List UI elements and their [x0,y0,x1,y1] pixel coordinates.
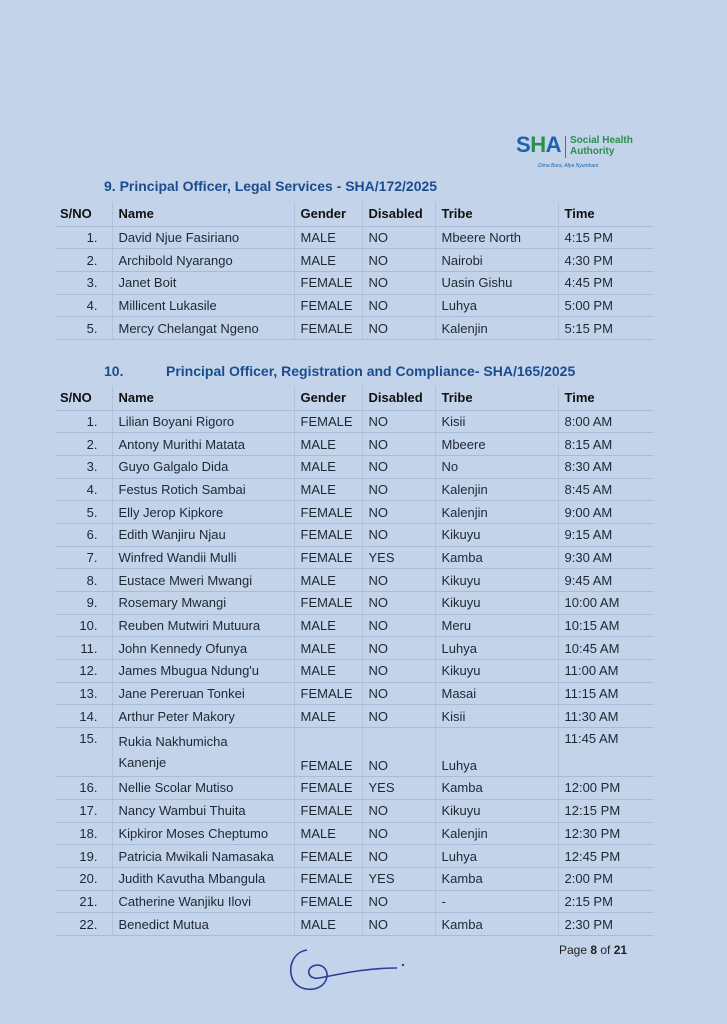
table-row [56,890,653,913]
table-cell: 5. [56,317,112,340]
table-row [56,455,653,478]
table-cell: MALE [294,660,362,683]
table-cell: 12:00 PM [558,777,653,800]
table-cell: Archibold Nyarango [112,249,294,272]
table-cell: 8:30 AM [558,455,653,478]
table-cell: 11:00 AM [558,660,653,683]
table-cell: Kamba [435,546,558,569]
table-cell: 4. [56,478,112,501]
table-cell: 11:45 AM [558,728,653,777]
table-cell: 4:15 PM [558,226,653,249]
table-row [56,294,653,317]
table-cell: FEMALE [294,271,362,294]
column-header: Tribe [435,386,558,410]
table-cell: FEMALE [294,799,362,822]
table-cell: 4:45 PM [558,271,653,294]
table-cell: 3. [56,455,112,478]
table-cell: Janet Boit [112,271,294,294]
table-cell: Kikuyu [435,523,558,546]
header-row [56,386,653,410]
sha-logo [516,132,646,174]
table-cell: Millicent Lukasile [112,294,294,317]
table-cell: 12:30 PM [558,822,653,845]
section-9-heading: 9. Principal Officer, Legal Services - SHA/172/2025 [104,178,438,194]
table-cell: 9:15 AM [558,523,653,546]
section-10-heading: Principal Officer, Registration and Compliance- SHA/165/2025 [166,363,576,379]
table-cell: FEMALE [294,682,362,705]
table-cell: NO [362,523,435,546]
table-row [56,614,653,637]
table-cell: NO [362,433,435,456]
table-cell: 5:15 PM [558,317,653,340]
table-cell: 19. [56,845,112,868]
table-cell: NO [362,845,435,868]
table-cell: David Njue Fasiriano [112,226,294,249]
table-cell: FEMALE [294,410,362,433]
table-cell: Kisii [435,410,558,433]
table-cell: Catherine Wanjiku Ilovi [112,890,294,913]
table-cell: MALE [294,705,362,728]
column-header: Time [558,386,653,410]
table-cell: 2. [56,433,112,456]
table-cell: Arthur Peter Makory [112,705,294,728]
header-row [56,202,653,226]
column-header: Tribe [435,202,558,226]
table-cell: FEMALE [294,592,362,615]
table-row [56,478,653,501]
table-cell: Kalenjin [435,822,558,845]
table-cell: 10:45 AM [558,637,653,660]
table-cell: Kipkiror Moses Cheptumo [112,822,294,845]
table-cell: Kikuyu [435,592,558,615]
table-cell: Kisii [435,705,558,728]
table-cell: Benedict Mutua [112,913,294,936]
table-row [56,501,653,524]
table-cell: Nairobi [435,249,558,272]
table-cell: FEMALE [294,867,362,890]
column-header: Gender [294,386,362,410]
table-cell: 4. [56,294,112,317]
table-cell: NO [362,890,435,913]
table-cell: Mercy Chelangat Ngeno [112,317,294,340]
table-cell: Kikuyu [435,569,558,592]
table-cell: 2:15 PM [558,890,653,913]
table-cell: 12:45 PM [558,845,653,868]
table-row [56,317,653,340]
table-cell: - [435,890,558,913]
table-row [56,913,653,936]
table-cell: NO [362,660,435,683]
table-cell: MALE [294,433,362,456]
table-cell: FEMALE [294,501,362,524]
table-cell: NO [362,455,435,478]
table-cell: No [435,455,558,478]
table-row [56,249,653,272]
table-cell: NO [362,913,435,936]
table-cell: 17. [56,799,112,822]
logo-divider [565,136,566,158]
table-cell: 5:00 PM [558,294,653,317]
table-cell: NO [362,569,435,592]
section-10-table [56,386,653,936]
table-cell: NO [362,822,435,845]
table-cell: MALE [294,614,362,637]
table-cell: 4:30 PM [558,249,653,272]
table-row [56,226,653,249]
table-cell: NO [362,637,435,660]
table-cell: Kalenjin [435,501,558,524]
table-cell: 9. [56,592,112,615]
column-header: S/NO [56,386,112,410]
logo-tagline: Dima Bora, Afya Nyumbani [538,163,599,169]
table-cell: NO [362,592,435,615]
table-cell: 14. [56,705,112,728]
table-cell: NO [362,226,435,249]
table-cell: Uasin Gishu [435,271,558,294]
table-cell: Jane Pereruan Tonkei [112,682,294,705]
table-cell: Rosemary Mwangi [112,592,294,615]
table-cell: Antony Murithi Matata [112,433,294,456]
table-cell: 2. [56,249,112,272]
table-cell: Luhya [435,294,558,317]
table-cell: Nancy Wambui Thuita [112,799,294,822]
table-cell: NO [362,410,435,433]
table-cell: James Mbugua Ndung'u [112,660,294,683]
column-header: Gender [294,202,362,226]
table-cell: MALE [294,249,362,272]
table-cell: NO [362,799,435,822]
column-header: Time [558,202,653,226]
table-cell: Judith Kavutha Mbangula [112,867,294,890]
table-cell: 20. [56,867,112,890]
table-cell: Patricia Mwikali Namasaka [112,845,294,868]
table-cell: YES [362,546,435,569]
table-cell: Mbeere [435,433,558,456]
table-row [56,845,653,868]
table-row [56,546,653,569]
table-cell: 18. [56,822,112,845]
table-row [56,867,653,890]
table-cell: 7. [56,546,112,569]
table-cell: 6. [56,523,112,546]
table-cell: NO [362,501,435,524]
table-cell: YES [362,867,435,890]
table-cell: MALE [294,569,362,592]
table-row [56,410,653,433]
table-cell: MALE [294,226,362,249]
table-cell: FEMALE [294,523,362,546]
table-cell: FEMALE [294,777,362,800]
column-header: Disabled [362,386,435,410]
table-row [56,637,653,660]
table-cell: Meru [435,614,558,637]
table-cell: NO [362,614,435,637]
table-cell: Luhya [435,845,558,868]
table-cell: 2:00 PM [558,867,653,890]
table-cell: 9:30 AM [558,546,653,569]
table-cell: Kamba [435,777,558,800]
logo-mark: SHA [516,132,561,157]
table-row [56,705,653,728]
table-cell: MALE [294,913,362,936]
table-cell: NO [362,317,435,340]
table-cell: 12:15 PM [558,799,653,822]
table-cell: NO [362,271,435,294]
table-cell: MALE [294,637,362,660]
table-row [56,799,653,822]
table-cell: Kalenjin [435,317,558,340]
column-header: Disabled [362,202,435,226]
table-cell: 1. [56,226,112,249]
table-cell: FEMALE [294,890,362,913]
section-10-number: 10. [104,363,124,379]
table-cell: NO [362,478,435,501]
table-cell: 8:45 AM [558,478,653,501]
table-row [56,433,653,456]
table-cell: MALE [294,478,362,501]
table-cell: 2:30 PM [558,913,653,936]
table-cell: Kamba [435,913,558,936]
table-cell: 15. [56,728,112,777]
table-cell: Festus Rotich Sambai [112,478,294,501]
table-cell: Reuben Mutwiri Mutuura [112,614,294,637]
table-cell: Lilian Boyani Rigoro [112,410,294,433]
signature [285,938,415,998]
table-cell: Rukia Nakhumicha Kanenje [112,728,294,777]
table-cell: Luhya [435,637,558,660]
table-cell: Elly Jerop Kipkore [112,501,294,524]
table-cell: Luhya [435,728,558,777]
table-cell: FEMALE [294,845,362,868]
table-cell: Guyo Galgalo Dida [112,455,294,478]
column-header: S/NO [56,202,112,226]
table-cell: 21. [56,890,112,913]
table-row [56,777,653,800]
table-row [56,523,653,546]
table-cell: 3. [56,271,112,294]
section-9-table [56,202,653,340]
table-cell: 8:00 AM [558,410,653,433]
table-cell: Eustace Mweri Mwangi [112,569,294,592]
table-cell: Kikuyu [435,660,558,683]
table-cell: YES [362,777,435,800]
table-cell: 10:15 AM [558,614,653,637]
table-cell: Edith Wanjiru Njau [112,523,294,546]
table-cell: NO [362,705,435,728]
table-cell: 8. [56,569,112,592]
table-cell: FEMALE [294,546,362,569]
table-cell: 11:30 AM [558,705,653,728]
table-cell: 13. [56,682,112,705]
table-cell: 10. [56,614,112,637]
table-cell: Winfred Wandii Mulli [112,546,294,569]
table-cell: 9:00 AM [558,501,653,524]
table-cell: 1. [56,410,112,433]
table-cell: 5. [56,501,112,524]
column-header: Name [112,386,294,410]
table-cell: FEMALE [294,317,362,340]
table-cell: 11. [56,637,112,660]
table-cell: 8:15 AM [558,433,653,456]
table-cell: NO [362,294,435,317]
column-header: Name [112,202,294,226]
table-cell: 10:00 AM [558,592,653,615]
table-row [56,728,653,777]
table-cell: NO [362,682,435,705]
table-cell: 12. [56,660,112,683]
table-row [56,592,653,615]
table-cell: 11:15 AM [558,682,653,705]
table-cell: 16. [56,777,112,800]
table-cell: John Kennedy Ofunya [112,637,294,660]
table-cell: FEMALE [294,294,362,317]
table-cell: MALE [294,822,362,845]
logo-org-name: Social Health Authority [570,135,633,157]
table-row [56,271,653,294]
table-cell: Kalenjin [435,478,558,501]
table-cell: NO [362,728,435,777]
table-row [56,660,653,683]
table-cell: MALE [294,455,362,478]
table-row [56,682,653,705]
table-cell: Kikuyu [435,799,558,822]
table-row [56,569,653,592]
table-row [56,822,653,845]
page-number: Page 8 of 21 [559,943,628,957]
table-cell: NO [362,249,435,272]
table-cell: Kamba [435,867,558,890]
table-cell: 22. [56,913,112,936]
table-cell: Masai [435,682,558,705]
table-cell: FEMALE [294,728,362,777]
table-cell: Mbeere North [435,226,558,249]
table-cell: 9:45 AM [558,569,653,592]
table-cell: Nellie Scolar Mutiso [112,777,294,800]
